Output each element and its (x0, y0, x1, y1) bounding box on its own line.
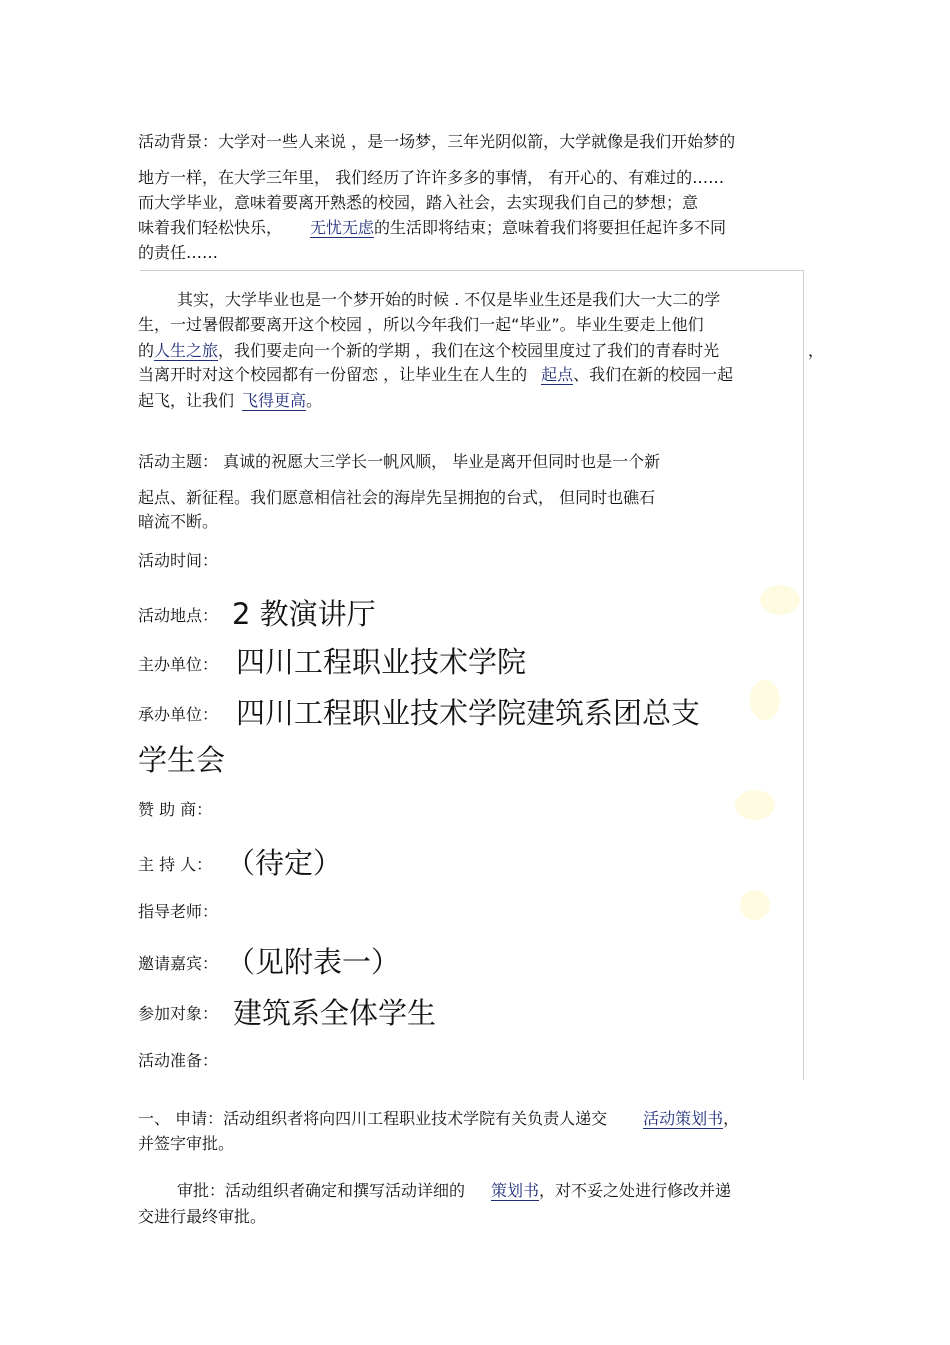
background-line-4 (138, 218, 726, 238)
frame-line-top (140, 270, 804, 271)
para2-line-3-comma: ， (808, 341, 825, 360)
sponsor-label: 赞 助 商： (138, 800, 213, 819)
decorative-glow (760, 585, 800, 615)
link-wuyou-wulv[interactable]: 无忧无虑 (310, 218, 375, 237)
para2-line-3-post: ，我们要走向一个新的学期 ，我们在这个校园里度过了我们的青春时光 (218, 341, 720, 360)
para2-line-5-post: 。 (306, 391, 323, 410)
background-line-5: 的责任…… (138, 243, 219, 262)
para2-line-4-post: 、我们在新的校园一起 (573, 365, 734, 384)
review-post: ，对不妥之处进行修改并递 (539, 1181, 732, 1200)
apply-post: ， (723, 1109, 740, 1128)
apply-pre: 一、 申请：活动组织者将向四川工程职业技术学院有关负责人递交 (138, 1109, 608, 1128)
guests-label: 邀请嘉宾： (138, 954, 219, 973)
participants-label: 参加对象： (138, 1004, 219, 1023)
emcee-value: （待定） (226, 846, 343, 880)
para2-line-2: 生，一过暑假都要离开这个校园 ，所以今年我们一起“毕业”。毕业生要走上他们 (138, 315, 704, 334)
theme-line-3: 暗流不断。 (138, 512, 219, 531)
review-pre: 审批：活动组织者确定和撰写活动详细的 (177, 1181, 466, 1200)
para2-line-3-pre: 的 (138, 341, 155, 360)
review-line-1 (177, 1181, 731, 1201)
background-line-1: 活动背景：大学对一些人来说 ，是一场梦，三年光阴似箭，大学就像是我们开始梦的 (138, 132, 736, 151)
guests-value: （见附表一） (226, 945, 401, 979)
background-line-4-post: 的生活即将结束；意味着我们将要担任起许多不同 (374, 218, 727, 237)
decorative-glow (740, 890, 770, 920)
apply-line-2: 并签字审批。 (138, 1134, 235, 1153)
participants-value: 建筑系全体学生 (233, 996, 437, 1030)
host-value: 四川工程职业技术学院 (236, 645, 527, 679)
link-fei-de-geng-gao[interactable]: 飞得更高 (242, 391, 307, 410)
para2-line-4 (138, 365, 733, 385)
decorative-glow (735, 790, 775, 820)
background-line-3: 而大学毕业，意味着要离开熟悉的校园，踏入社会，去实现我们自己的梦想；意 (138, 193, 699, 212)
review-line-2: 交进行最终审批。 (138, 1207, 267, 1226)
frame-line-right (803, 270, 804, 1080)
apply-line-1 (138, 1109, 739, 1129)
decorative-glow (750, 680, 780, 720)
para2-line-4-pre: 当离开时对这个校园都有一份留恋 ，让毕业生在人生的 (138, 365, 528, 384)
time-label: 活动时间： (138, 551, 219, 570)
link-rensheng-zhilv[interactable]: 人生之旅 (154, 341, 219, 360)
theme-line-1: 活动主题： 真诚的祝愿大三学长一帆风顺， 毕业是离开但同时也是一个新 (138, 452, 661, 471)
link-huodong-cehuashu[interactable]: 活动策划书 (643, 1109, 724, 1128)
para2-line-3 (138, 341, 719, 361)
theme-line-2: 起点、新征程。我们愿意相信社会的海岸先呈拥抱的台式， 但同时也礁石 (138, 488, 656, 507)
location-value: 2 教演讲厅 (232, 597, 376, 631)
para2-line-1: 其实，大学毕业也是一个梦开始的时候 . 不仅是毕业生还是我们大一大二的学 (177, 290, 721, 309)
background-line-4-pre: 味着我们轻松快乐， (138, 218, 283, 237)
organizer-value: 四川工程职业技术学院建筑系团总支 (236, 696, 701, 730)
prep-label: 活动准备： (138, 1051, 219, 1070)
link-cehuashu[interactable]: 策划书 (491, 1181, 540, 1200)
para2-line-5-pre: 起飞，让我们 (138, 391, 235, 410)
host-label: 主办单位： (138, 655, 219, 674)
background-line-2: 地方一样，在大学三年里， 我们经历了许许多多的事情， 有开心的、有难过的…… (138, 168, 725, 187)
organizer-value-cont: 学生会 (138, 743, 226, 777)
link-qidian[interactable]: 起点 (541, 365, 574, 384)
advisor-label: 指导老师： (138, 902, 219, 921)
organizer-label: 承办单位： (138, 705, 219, 724)
emcee-label: 主 持 人： (138, 855, 213, 874)
para2-line-5 (138, 391, 322, 411)
location-label: 活动地点： (138, 606, 219, 625)
